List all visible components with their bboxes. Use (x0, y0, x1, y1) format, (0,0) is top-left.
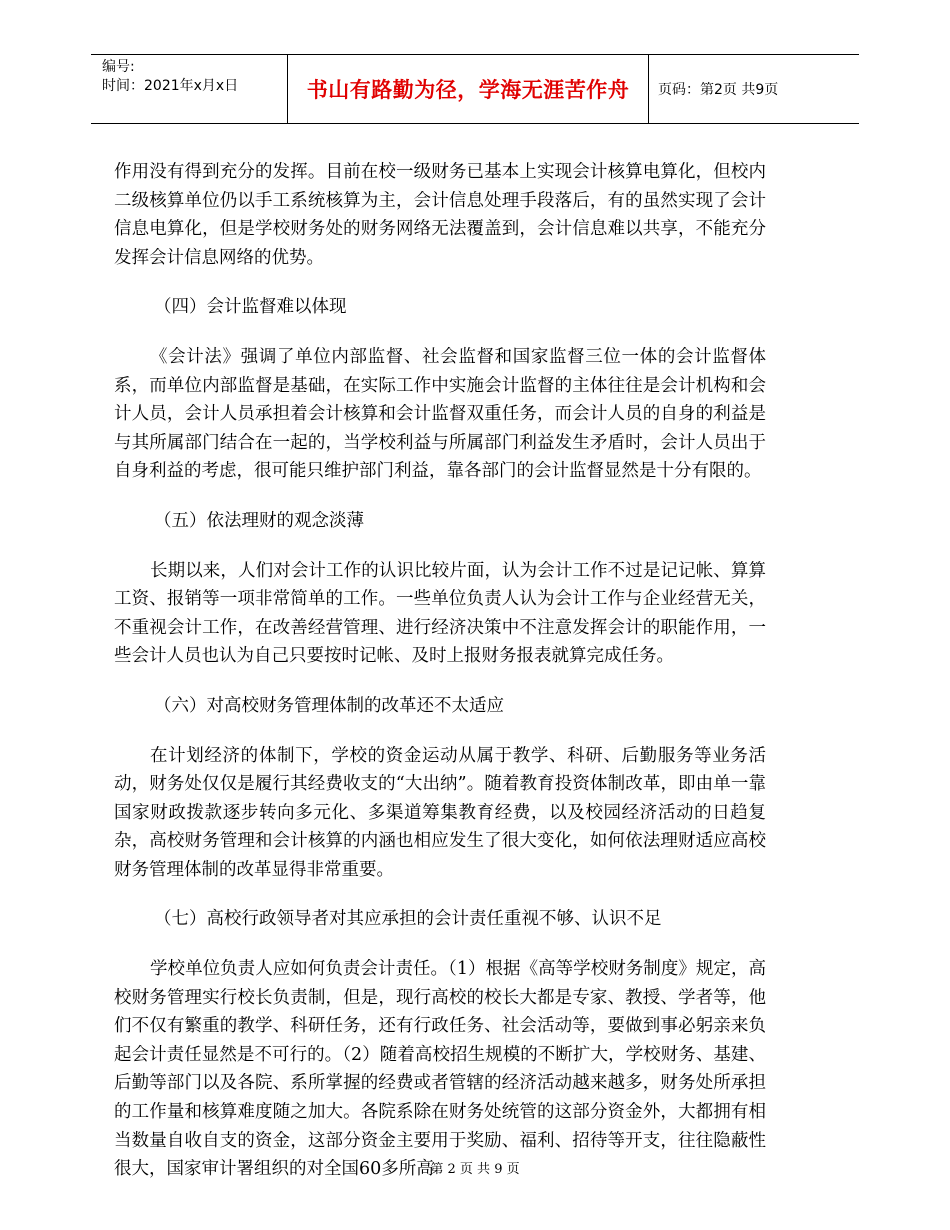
section-heading: （六）对高校财务管理体制的改革还不太适应 (154, 695, 504, 716)
header-page-number: 页码：第2页 共9页 (658, 82, 779, 98)
paragraph: 学校单位负责人应如何负责会计责任。（1）根据《高等学校财务制度》规定，高校财务管理实行校长负责制，但是，现行高校的校长大都是专家、教授、学者等，他们不仅有繁重的教学、科研任务，还有行政任务、社会活动等，要做到事必躬亲来负起会计责任显然是不可行的。（2）随着高校招生规模的不断扩大，学校财务、基建、后勤等部门以及各院、系所掌握的经费或者管辖的经济活动越来越多，财务处所承担的工作量和核算难度随之加大。各院系除在财务处统管的这部分资金外，大都拥有相当数量自收自支的资金，这部分资金主要用于奖励、福利、招待等开支，往往隐蔽性很大，国家审计署组织的对全国60多所高 (114, 959, 766, 1180)
document-body (114, 158, 766, 1205)
page-footer: 第 2 页 共 9 页 (430, 1162, 520, 1177)
section-heading: （七）高校行政领导者对其应承担的会计责任重视不够、认识不足 (154, 909, 662, 930)
document-number-label: 编号: (102, 59, 135, 75)
section-heading: （五）依法理财的观念淡薄 (154, 510, 364, 531)
paragraph: 长期以来，人们对会计工作的认识比较片面，认为会计工作不过是记记帐、算算工资、报销等一项非常简单的工作。一些单位负责人认为会计工作与企业经营无关，不重视会计工作，在改善经营管理、进行经济决策中不注意发挥会计的职能作用，一些会计人员也认为自己只要按时记帐、及时上报财务报表就算完成任务。 (114, 560, 766, 667)
paragraph: 作用没有得到充分的发挥。目前在校一级财务已基本上实现会计核算电算化，但校内二级核算单位仍以手工系统核算为主，会计信息处理手段落后，有的虽然实现了会计信息电算化，但是学校财务处的财务网络无法覆盖到，会计信息难以共享，不能充分发挥会计信息网络的优势。 (114, 162, 766, 268)
page-header (91, 54, 859, 124)
header-motto: 书山有路勤为径，学海无涯苦作舟 (287, 55, 649, 123)
paragraph: 在计划经济的体制下，学校的资金运动从属于教学、科研、后勤服务等业务活动，财务处仅仅是履行其经费收支的“大出纳”。随着教育投资体制改革，即由单一靠国家财政拨款逐步转向多元化、多渠道筹集教育经费，以及校园经济活动的日趋复杂，高校财务管理和会计核算的内涵也相应发生了很大变化，如何依法理财适应高校财务管理体制的改革显得非常重要。 (114, 745, 766, 880)
paragraph: 《会计法》强调了单位内部监督、社会监督和国家监督三位一体的会计监督体系，而单位内部监督是基础，在实际工作中实施会计监督的主体往往是会计机构和会计人员，会计人员承担着会计核算和会计监督双重任务，而会计人员的自身的利益是与其所属部门结合在一起的，当学校利益与所属部门利益发生矛盾时，会计人员出于自身利益的考虑，很可能只维护部门利益，靠各部门的会计监督显然是十分有限的。 (114, 346, 766, 482)
header-info-cell (91, 55, 287, 123)
document-time-label: 时间：2021年x月x日 (102, 78, 239, 94)
section-heading: （四）会计监督难以体现 (154, 297, 347, 318)
